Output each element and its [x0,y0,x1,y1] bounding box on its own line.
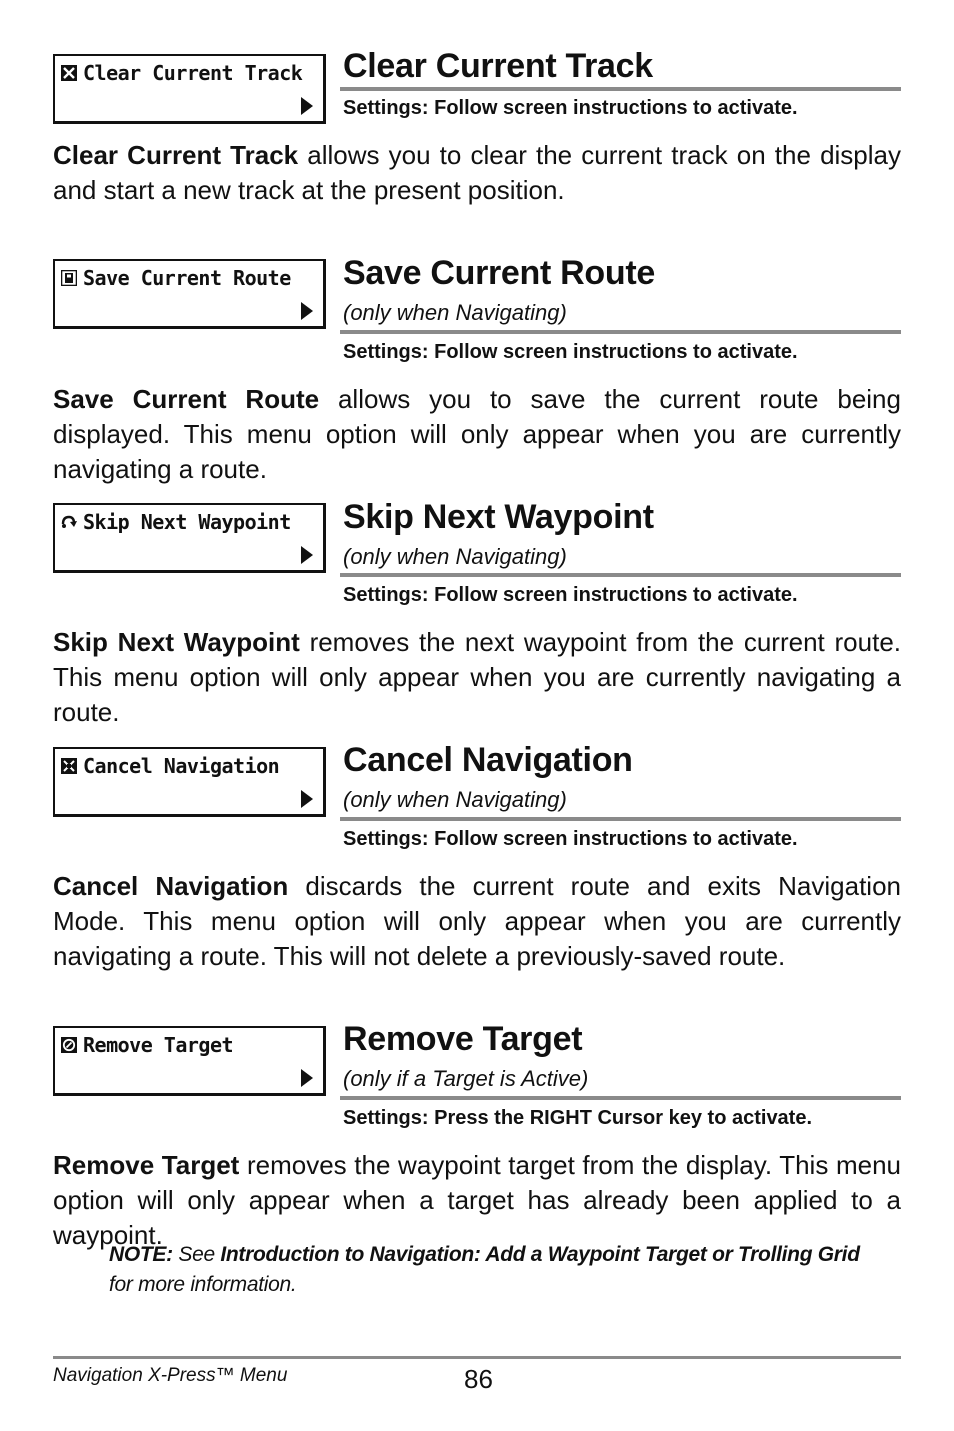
description-text: allows you to save the current route being displayed. This menu option will only appear when you are currently navigating a route. [53,384,901,484]
section-qualifier: (only when Navigating) [343,300,567,325]
skip-waypoint-icon [61,514,77,530]
description-term: Cancel Navigation [53,871,289,901]
description-paragraph [53,138,901,208]
right-arrow-icon [301,302,313,320]
menu-box-clear-current-track [53,54,326,124]
right-arrow-icon [301,1069,313,1087]
title-rule [340,330,901,334]
description-paragraph [53,382,901,487]
note-post: for more information. [109,1273,297,1296]
footer-rule [53,1356,901,1359]
description-term: Clear Current Track [53,140,299,170]
cancel-navigation-icon [61,758,77,774]
settings-line: Settings: Press the RIGHT Cursor key to activate. [343,1107,813,1129]
save-route-icon [61,270,77,286]
menu-label-text: Save Current Route [83,266,291,290]
menu-box-remove-target [53,1026,326,1096]
title-rule [340,87,901,91]
right-arrow-icon [301,97,313,115]
section-title: Clear Current Track [343,47,653,85]
description-text: discards the current route and exits Navigation Mode. This menu option will only appear when you are currently navigating a route. This will not delete a previously-saved route. [53,871,901,971]
menu-box-skip-next-waypoint [53,503,326,573]
section-title: Skip Next Waypoint [343,498,654,536]
remove-target-icon [61,1037,77,1053]
menu-box-cancel-navigation [53,747,326,817]
section-title: Save Current Route [343,254,656,292]
settings-line: Settings: Follow screen instructions to activate. [343,97,798,119]
note-paragraph [109,1240,869,1300]
page-number: 86 [464,1364,493,1394]
section-qualifier: (only if a Target is Active) [343,1066,589,1091]
menu-label-text: Cancel Navigation [83,754,280,778]
description-paragraph [53,1148,901,1253]
description-text: removes the waypoint target from the display. This menu option will only appear when a target has already been applied to a waypoint. [53,1150,901,1250]
note-pre: See [172,1243,221,1266]
menu-box-save-current-route [53,259,326,329]
settings-line: Settings: Follow screen instructions to activate. [343,828,798,850]
description-text: allows you to clear the current track on the display and start a new track at the present position. [53,140,901,205]
settings-line: Settings: Follow screen instructions to activate. [343,341,798,363]
section-qualifier: (only when Navigating) [343,787,567,812]
description-term: Skip Next Waypoint [53,627,300,657]
footer-title: Navigation X-Press™ Menu [53,1365,288,1386]
menu-label-text: Remove Target [83,1033,234,1057]
menu-label-text: Clear Current Track [83,61,303,85]
right-arrow-icon [301,546,313,564]
note-reference: Introduction to Navigation: Add a Waypoint Target or Trolling Grid [220,1243,860,1266]
section-title: Cancel Navigation [343,741,633,779]
description-paragraph [53,869,901,974]
title-rule [340,1096,901,1100]
description-term: Save Current Route [53,384,320,414]
section-qualifier: (only when Navigating) [343,544,567,569]
description-term: Remove Target [53,1150,240,1180]
title-rule [340,817,901,821]
title-rule [340,573,901,577]
settings-line: Settings: Follow screen instructions to activate. [343,584,798,606]
description-text: removes the next waypoint from the current route. This menu option will only appear when you are currently navigating a route. [53,627,902,727]
menu-label-text: Skip Next Waypoint [83,510,291,534]
description-paragraph [53,625,901,730]
clear-track-icon [61,65,77,81]
note-label: NOTE: [109,1243,173,1266]
section-title: Remove Target [343,1020,583,1058]
right-arrow-icon [301,790,313,808]
